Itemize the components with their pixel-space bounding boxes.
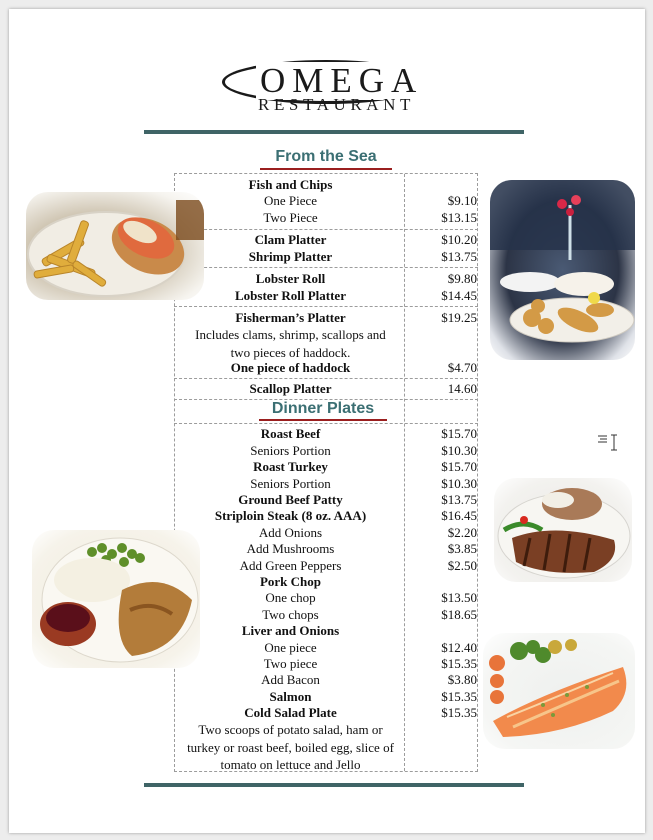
row-divider [174,267,478,268]
menu-item: Striploin Steak (8 oz. AAA) [214,508,367,523]
fishermans-platter-photo [490,180,635,360]
menu-price: $2.20 [447,525,477,540]
menu-item: Fisherman’s Platter [235,310,346,325]
menu-price: $15.70 [441,459,477,474]
menu-item: Roast Beef [260,426,321,441]
menu-price: $9.80 [447,271,477,286]
menu-item-description: Two scoops of potato salad, ham or turkey or roast beef, boiled egg, slice of tomato on lettuce and Jello [187,722,394,772]
logo-title: OMEGA [256,62,427,100]
menu-price: $19.25 [441,310,477,325]
menu-item: Pork Chop [259,574,322,589]
restaurant-logo [222,54,434,120]
menu-price: $9.10 [447,193,477,208]
menu-item: Seniors Portion [250,476,331,491]
menu-price: $10.30 [441,476,477,491]
menu-price: $13.75 [441,492,477,507]
section-title-sea: From the Sea [260,147,392,170]
menu-item: One piece [264,640,317,655]
row-divider [174,423,478,424]
menu-item: Clam Platter [254,232,327,247]
menu-price: $3.85 [447,541,477,556]
menu-item: Roast Turkey [253,459,328,474]
menu-item: Add Green Peppers [239,558,342,573]
menu-price: $13.75 [441,249,477,264]
menu-item: Liver and Onions [241,623,340,638]
menu-item-description: Includes clams, shrimp, scallops and two pieces of haddock. [195,327,386,360]
menu-item: Two piece [263,656,318,671]
menu-price: $10.20 [441,232,477,247]
row-divider [174,378,478,379]
menu-price: 14.60 [447,381,477,396]
menu-price: $15.35 [441,705,477,720]
row-divider [174,229,478,230]
menu-price: $12.40 [441,640,477,655]
menu-item: Add Onions [258,525,323,540]
menu-item: Lobster Roll [255,271,326,286]
menu-item: Add Mushrooms [246,541,335,556]
menu-price: $15.70 [441,426,477,441]
menu-price: $15.35 [441,689,477,704]
text-cursor-icon [598,433,624,453]
logo-subtitle: RESTAURANT [258,95,416,114]
menu-price: $16.45 [441,508,477,523]
menu-price: $13.15 [441,210,477,225]
menu-item: Ground Beef Patty [238,492,343,507]
menu-item: One chop [265,590,316,605]
menu-item: Cold Salad Plate [244,705,337,720]
row-divider [174,306,478,307]
menu-item: Salmon [269,689,312,704]
lobster-roll-photo [26,192,204,300]
salmon-photo [483,633,635,749]
menu-item: Two chops [262,607,319,622]
menu-item: Seniors Portion [250,443,331,458]
menu-price: $14.45 [441,288,477,303]
section-title-dinner: Dinner Plates [259,399,387,421]
menu-item: Two Piece [263,210,318,225]
top-divider [144,130,524,134]
menu-item: Lobster Roll Platter [235,288,346,303]
steak-photo [494,478,632,582]
bottom-divider [144,783,524,787]
menu-price: $2.50 [447,558,477,573]
menu-item: Shrimp Platter [248,249,333,264]
menu-price: $3.80 [447,672,477,687]
turkey-dinner-photo [32,530,200,668]
menu-item: Scallop Platter [249,381,332,396]
menu-item: One piece of haddock [230,360,351,375]
menu-price: $13.50 [441,590,477,605]
menu-price: $15.35 [441,656,477,671]
menu-price: $10.30 [441,443,477,458]
menu-price: $18.65 [441,607,477,622]
menu-item: Fish and Chips [248,177,333,192]
menu-item: One Piece [263,193,318,208]
menu-item: Add Bacon [261,672,320,687]
menu-price: $4.70 [447,360,477,375]
